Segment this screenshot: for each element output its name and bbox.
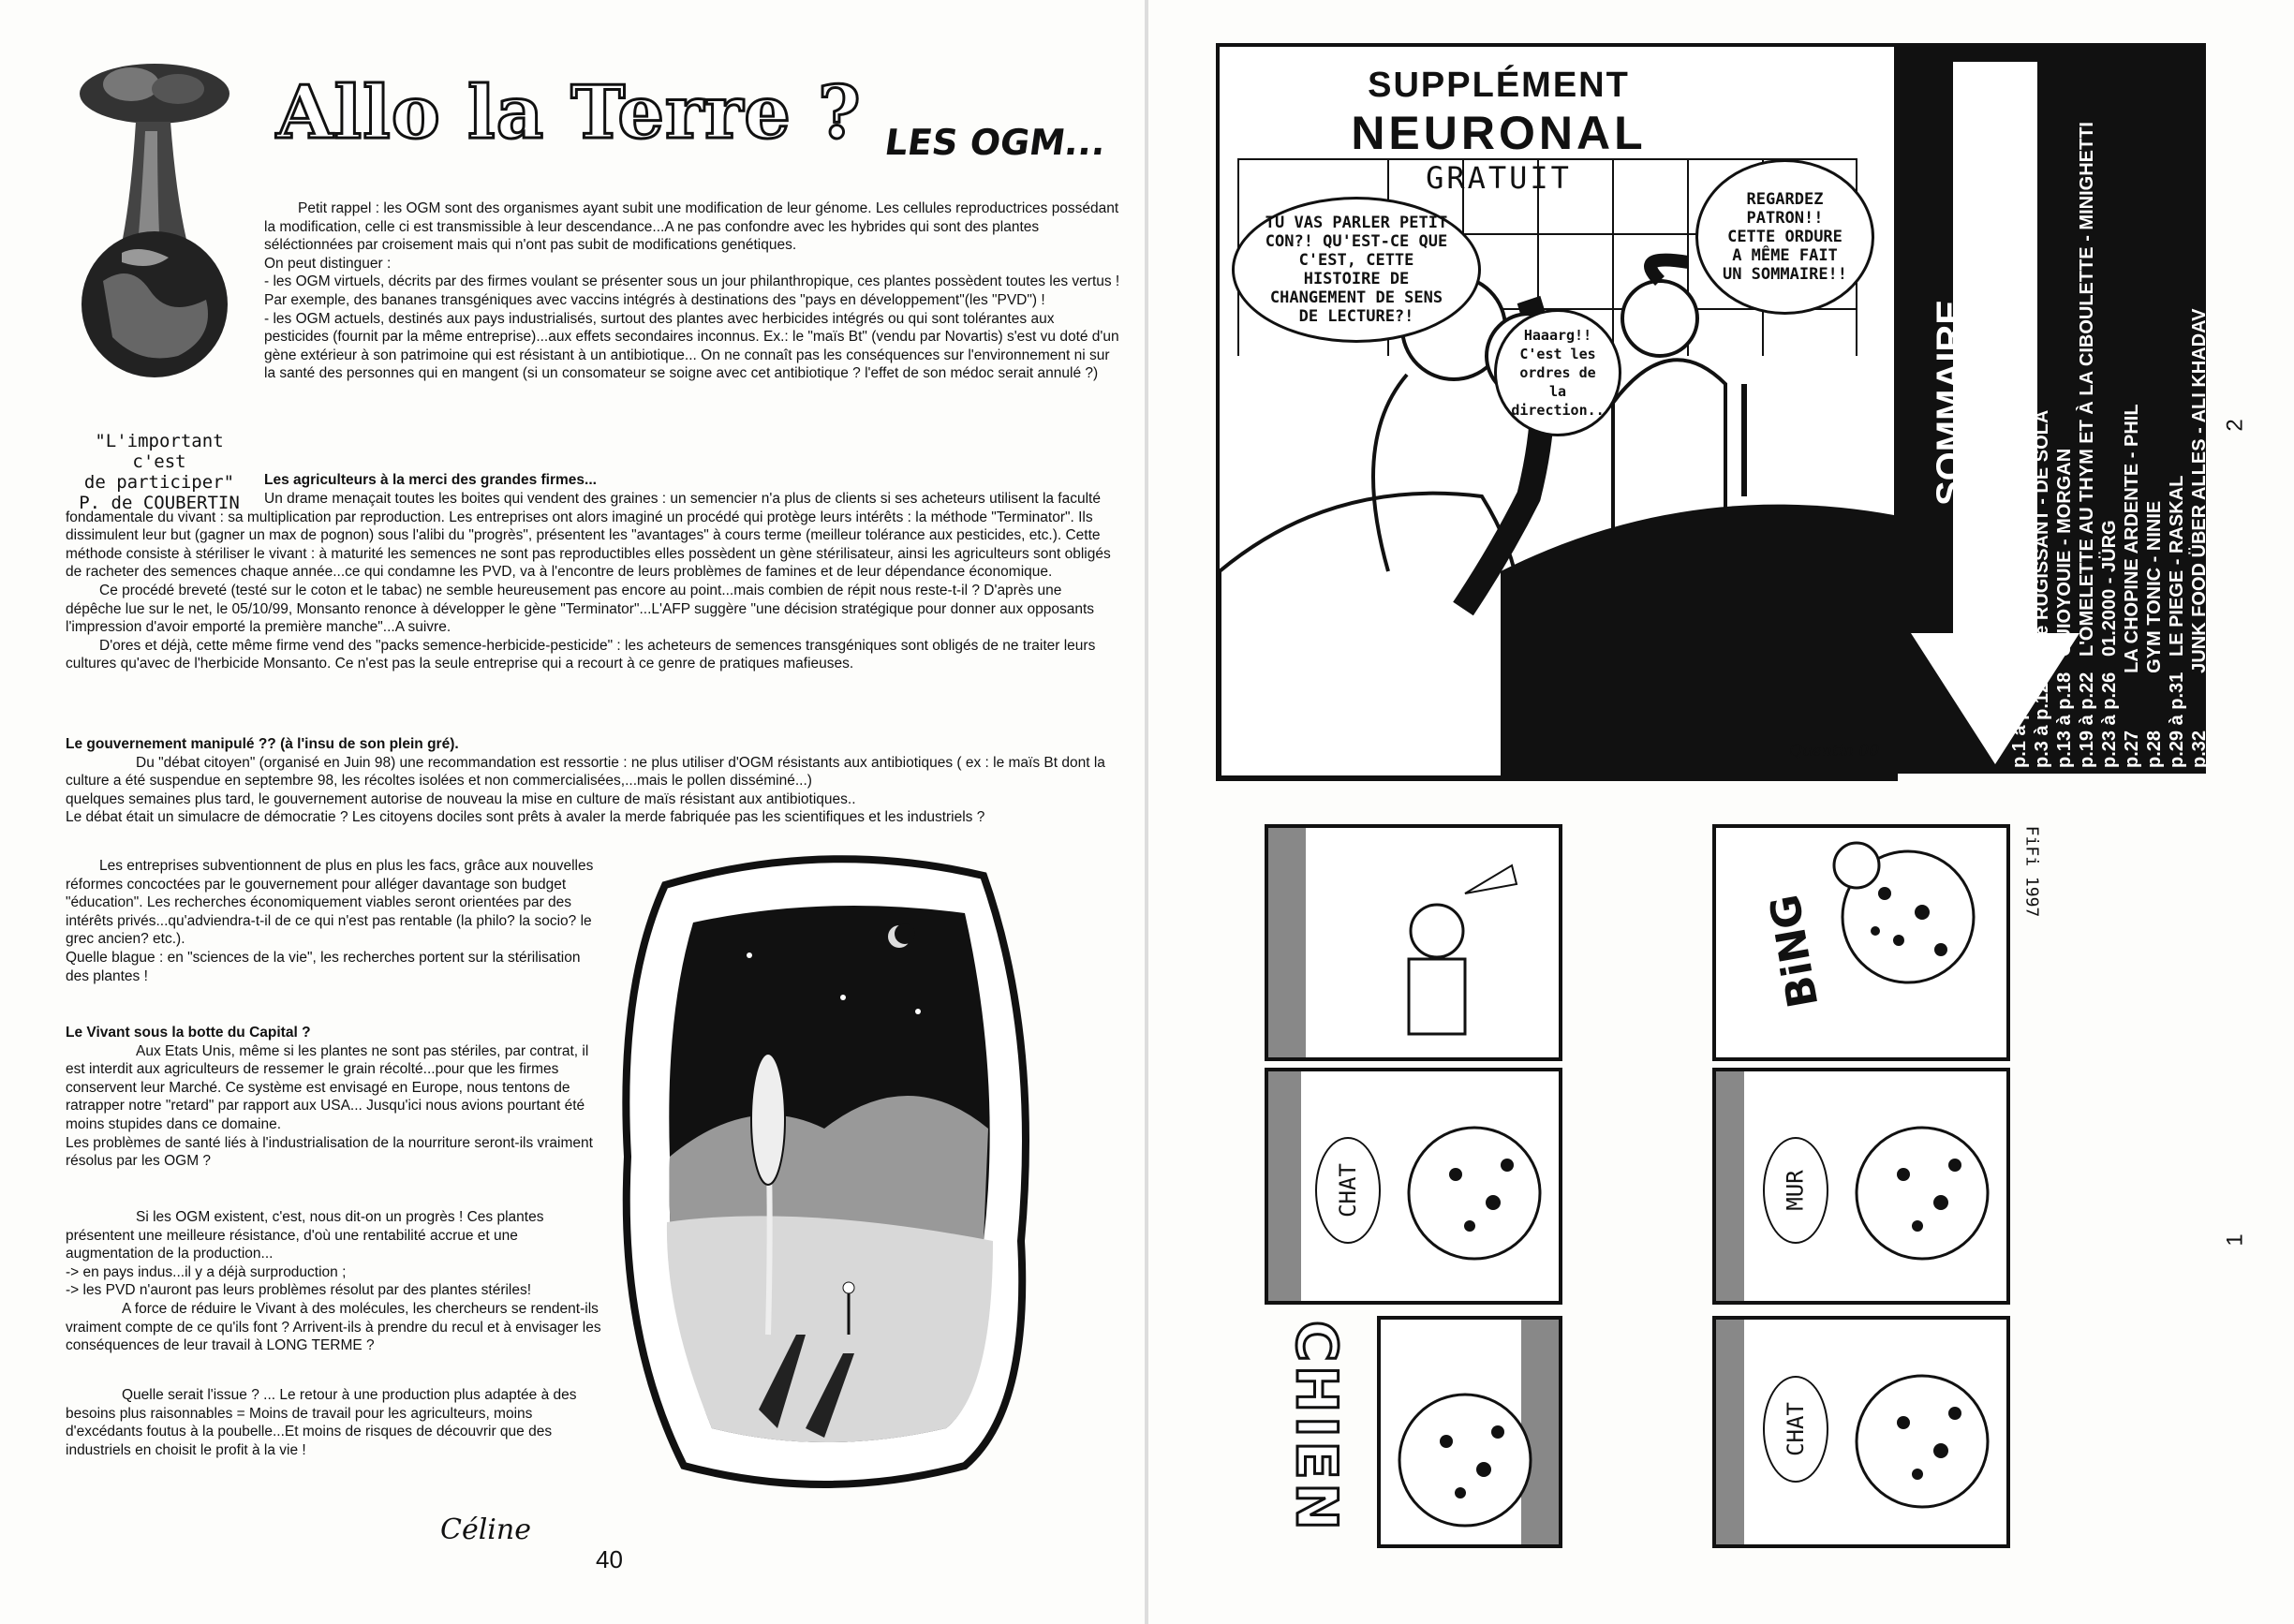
section-progress	[66, 1208, 604, 1355]
toc-page: p.27	[2122, 730, 2142, 768]
toc-title: 01.2000 - JÜRG	[2099, 520, 2120, 657]
toc-title: JUNK FOOD ÜBER ALLES - ALI KHADAV	[2189, 308, 2210, 673]
strip-panel-2	[1712, 824, 2010, 1061]
paragraph: quelques semaines plus tard, le gouvernement autorise de nouveau la mise en culture de maïs résistant aux antibiotiques..	[66, 790, 856, 807]
quote-line-1: "L'important c'est	[95, 431, 224, 472]
paragraph: D'ores et déjà, cette même firme vend des "packs semence-herbicide-pesticide" : les acheteurs de semences transgéniques sont obligés de ne traiter leurs cultures qu'avec de l'herbicide Monsanto. Ce n'est pas la seule entreprise qui a recourt à ce genre de pratiques mafieuses.	[66, 637, 1096, 672]
toc-page: p.23 à p.26	[2099, 672, 2120, 768]
paragraph: Aux Etats Unis, même si les plantes ne sont pas stériles, par contrat, il est interdit aux agriculteurs de ressemer le grain récolté...pour que les firmes conservent leur Marché. Ce système est envisagé en Europe, nous tentons de ratrapper notre "retard" par rapport aux USA... Jusqu'ici nous avions pourtant été moins stupides dans ce domaine.	[66, 1042, 589, 1132]
dog-drawing	[1716, 828, 2006, 1057]
page-number-left: 40	[596, 1545, 623, 1573]
supplement-line-1: SUPPLÉMENT	[1368, 66, 1630, 105]
supplement-line-3: GRATUIT	[1426, 160, 1572, 196]
word-bubble	[1315, 1137, 1381, 1244]
cat-drawing	[1268, 828, 1559, 1057]
paragraph: On peut distinguer :	[264, 255, 392, 272]
toc-page: p.1 à p.12	[2009, 682, 2030, 768]
paragraph: Le débat était un simulacre de démocratie ? Les citoyens dociles sont prêts à avaler la merde fabriquée pas les scientifiques et les industriels ?	[66, 809, 985, 826]
toc-title: L'OMELETTE AU THYM ET À LA CIBOULETTE - MINIGHETTI	[2077, 122, 2097, 657]
strip-panel-4	[1712, 1068, 2010, 1305]
artist-stamp: FiFi 1997	[2021, 825, 2042, 918]
speech-bubble-boss	[1232, 197, 1481, 343]
author-signature: Céline	[440, 1513, 531, 1546]
wheat-field-illustration	[609, 848, 1040, 1494]
toc-page: p.32	[2189, 730, 2210, 768]
paragraph: Si les OGM existent, c'est, nous dit-on un progrès ! Ces plantes présentent une meilleure résistance, d'où une rentabilité accrue et une augmentation de la production...	[66, 1209, 544, 1262]
article-title: Allo la Terre ?	[276, 70, 862, 155]
speech-text: Haaarg!! C'est les ordres de la direction..	[1511, 327, 1605, 419]
spine-gutter	[1145, 0, 1148, 1624]
toc-title: LE PIEGE - RASKAL	[2167, 475, 2187, 657]
paragraph: A force de réduire le Vivant à des molécules, les chercheurs se rendent-ils vraiment compte de ce qu'ils font ? Arrivent-ils à prendre du recul et à envisager les conséquences de leur travail à LONG TERME ?	[66, 1300, 601, 1354]
speech-text: TU VAS PARLER PETIT CON?! QU'EST-CE QUE C'EST, CETTE HISTOIRE DE CHANGEMENT DE SENS DE LECTURE?!	[1265, 214, 1448, 326]
paragraph: -> les PVD n'auront pas leurs problèmes résolut par des plantes stériles!	[66, 1282, 532, 1299]
strip-panel-6	[1712, 1316, 2010, 1548]
toc-page: p.28	[2144, 730, 2165, 768]
article-intro	[264, 199, 1121, 383]
mushroom-cloud-illustration	[66, 56, 244, 412]
bubble-word: MUR	[1782, 1170, 1809, 1211]
toc-entry-9	[2189, 309, 2211, 768]
toc-entry-2	[2032, 410, 2053, 768]
paragraph: Les entreprises subventionnent de plus en plus les facs, grâce aux nouvelles réformes concoctées par le gouvernement pour alléger davantage son budget "éducation". Les recherches économiquement viables seront orientées par des intérêts privés...qu'adviendra-t-il de ce qui n'est pas rentable (la philo? la socio? le grec ancien? etc.).	[66, 858, 594, 948]
section-universities	[66, 857, 604, 985]
speech-text: REGARDEZ PATRON!! CETTE ORDURE A MÊME FAIT UN SOMMAIRE!!	[1722, 190, 1848, 284]
strip-panel-3	[1265, 1068, 1562, 1305]
speech-bubble-assistant	[1695, 159, 1874, 315]
toc-page: p.3 à p.12	[2032, 682, 2052, 768]
toc-entry-5	[2099, 520, 2121, 768]
toc-entry-6	[2122, 404, 2143, 768]
paragraph: - les OGM virtuels, décrits par des firmes voulant se présenter sous un jour philanthropique, ces plantes possèdent toutes les vertus ! Par exemple, des bananes transgéniques avec vaccins intégrés à destinations des "pays en développement"(les "PVD") !	[264, 273, 1120, 308]
dog-drawing	[1268, 1071, 1559, 1301]
toc-page: p.13 à p.18	[2054, 672, 2075, 768]
supplement-line-2: NEURONAL	[1351, 107, 1647, 159]
strip-title: CHIEN	[1283, 1321, 1349, 1534]
toc-entry-8	[2167, 476, 2188, 768]
toc-title: 40e RUGISSANT - DE SOLA	[2032, 409, 2052, 657]
speech-bubble-victim	[1494, 309, 1621, 436]
sound-effect-bing: BiNG	[1761, 891, 1828, 1011]
paragraph: Quelle blague : en "sciences de la vie", les recherches portent sur la stérilisation des plantes !	[66, 949, 581, 984]
bubble-word: CHAT	[1782, 1402, 1809, 1456]
word-bubble	[1763, 1376, 1828, 1483]
paragraph: Ce procédé breveté (testé sur le coton et le tabac) ne semble heureusement pas encore au point...mais combien de répit nous reste-t-il ? D'après une dépêche lue sur le net, le 05/10/99, Monsanto renonce à développer le gène "Terminator"...L'AFP suggère "une décision stratégique pour donner aux opposants l'impression d'avoir emporté la première manche"...A suivre.	[66, 582, 1095, 636]
section-conclusion	[66, 1386, 604, 1459]
sommaire-heading: SOMMAIRE	[1930, 300, 1971, 506]
strip-panel-5	[1377, 1316, 1562, 1548]
toc-title: GYM TONIC - NINIE	[2144, 500, 2165, 673]
section-farmers	[66, 490, 1121, 673]
toc-title: CHIEN - FIFI	[2009, 538, 2030, 646]
paragraph: Quelle serait l'issue ? ... Le retour à une production plus adaptée à des besoins plus raisonnables = Moins de travail pour les agriculteurs, moins d'excédants foutus à la poubelle...Et moins de risques de découvrir que des industriels en choisit le profit à la vie !	[66, 1387, 577, 1458]
section-government	[66, 735, 1121, 827]
toc-entry-7	[2144, 501, 2166, 768]
toc-title: LA CHOPINE ARDENTE - PHIL	[2122, 404, 2142, 673]
section-farmers-heading-block	[264, 471, 1121, 490]
section-heading: Le gouvernement manipulé ?? (à l'insu de son plein gré).	[66, 736, 459, 752]
word-bubble	[1763, 1137, 1828, 1244]
bubble-word: CHAT	[1334, 1163, 1361, 1218]
toc-entry-3	[2054, 449, 2076, 768]
page-number-1: 1	[2222, 1233, 2248, 1247]
section-heading: Les agriculteurs à la merci des grandes firmes...	[264, 472, 597, 488]
section-capital	[66, 1024, 604, 1171]
paragraph: Petit rappel : les OGM sont des organismes ayant subit une modification de leur génome. Les cellules reproductrices possédant la modification, celle ci est transmissible à leur descendance...A ne pas confondre avec les hybrides qui sont des plantes séléctionnées par croisement mais qui n'ont pas subit de modifications genétiques.	[264, 200, 1119, 254]
toc-page: p.29 à p.31	[2167, 672, 2187, 768]
paragraph: - les OGM actuels, destinés aux pays industrialisés, surtout des plantes avec herbicides intégrés ou qui sont tolérantes aux pesticides (fournit par la même entreprise)...aux effets secondaires inconnus. Ex.: le "maïs Bt" (vendu par Novartis) s'est vu doté d'un gène extérieur à son patrimoine qui est résistant à un antibiotique... On ne connaît pas les conséquences sur l'environnement ni sur la santé des personnes qui en mangent (si un consomateur se soigne avec cet antibiotique ? l'effet de son médoc serait annulé ?)	[264, 310, 1119, 382]
paragraph: Du "débat citoyen" (organisé en Juin 98) une recommandation est ressortie : ne plus utiliser d'OGM résistants aux antibiotiques ( ex : le maïs Bt dont la culture a été suspendue en septembre 98, les récoltes isolées et non commercialisées,...mais le pollen disséminé...)	[66, 754, 1105, 790]
paragraph: Les problèmes de santé liés à l'industrialisation de la nourriture seront-ils vraiment résolus par les OGM ?	[66, 1134, 593, 1170]
section-heading: Le Vivant sous la botte du Capital ?	[66, 1025, 311, 1041]
dog-drawing	[1381, 1320, 1559, 1544]
toc-page: p.19 à p.22	[2077, 672, 2097, 768]
strip-panel-1	[1265, 824, 1562, 1061]
toc-entry-4	[2077, 122, 2098, 768]
quote-line-3: P. de COUBERTIN	[79, 493, 240, 513]
artist-signature: Quentin 00	[1789, 742, 1880, 760]
toc-entry-1	[2009, 538, 2031, 768]
dog-drawing	[1716, 1320, 2006, 1544]
quote-line-2: de participer"	[83, 472, 235, 493]
paragraph: -> en pays indus...il y a déjà surproduction ;	[66, 1263, 347, 1280]
page-number-2: 2	[2222, 419, 2248, 432]
supplement-title	[1330, 66, 1667, 196]
toc-title: OUIOYOUIE - MORGAN	[2054, 448, 2075, 657]
article-subtitle: LES OGM...	[881, 122, 1109, 163]
dog-drawing	[1716, 1071, 2006, 1301]
paragraph: Un drame menaçait toutes les boites qui vendent des graines : un semencier n'a plus de clients si ses acheteurs utilisent la faculté fondamentale du vivant : sa multiplication par reproduction. Les entreprises ont alors imaginé un procédé qui protège leurs intérêts : la méthode "Terminator". Ils dissimulent leur but (gagner un max de pognon) sous l'alibi du "progrès", présentent les "avantages" à cours terme (meilleur tolérance aux pesticides, etc.). Cette méthode consiste à stériliser le vivant : à maturité les semences ne sont pas reproductibles elles possèdent un gène stérilisateur, ainsi les agriculteurs sont obligés de racheter des semences chaque année...ce qui condamne les PVD, va à l'encontre de leurs problèmes de famines et de leur dépendance économique.	[66, 491, 1111, 581]
